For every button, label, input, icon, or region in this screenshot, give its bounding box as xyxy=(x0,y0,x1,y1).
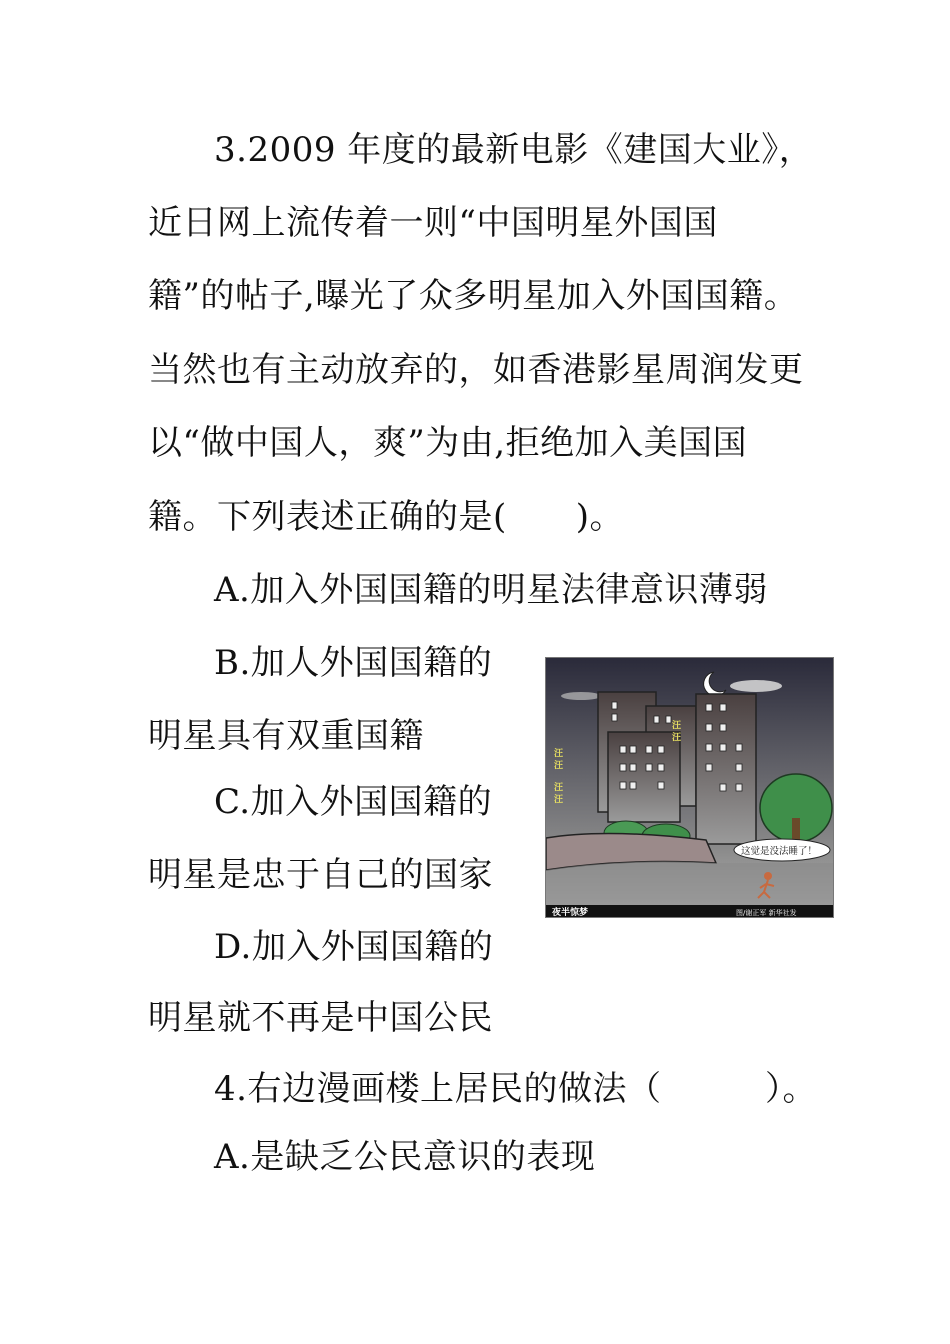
q3-option-b-line-1: B.加人外国国籍的 xyxy=(214,643,493,683)
bark-label: 汪 xyxy=(554,761,564,771)
bark-label: 汪 xyxy=(554,783,564,793)
bark-label: 汪 xyxy=(672,721,682,731)
q3-stem-line-2: 近日网上流传着一则“中国明星外国国 xyxy=(148,203,718,243)
bark-label: 汪 xyxy=(554,795,564,805)
q3-stem-line-3: 籍”的帖子,曝光了众多明星加入外国国籍。 xyxy=(148,276,799,316)
speech-text: 这觉是没法睡了！ xyxy=(741,846,818,857)
q3-option-c-line-2: 明星是忠于自己的国家 xyxy=(148,855,493,895)
q3-stem-line-6: 籍。下列表述正确的是( )。 xyxy=(148,497,625,537)
q3-option-b-line-2: 明星具有双重国籍 xyxy=(148,716,424,756)
q3-option-d-line-1: D.加入外国国籍的 xyxy=(214,927,494,967)
q3-option-c-line-1: C.加入外国国籍的 xyxy=(214,782,493,822)
bark-label: 汪 xyxy=(554,749,564,759)
q3-stem-line-1: 3.2009 年度的最新电影《建国大业》， xyxy=(214,130,814,170)
cartoon-title: 夜半惊梦 xyxy=(552,908,589,917)
cartoon-image xyxy=(545,657,834,918)
cartoon-credit: 图/谢正军 新华社发 xyxy=(736,909,797,917)
q3-option-a: A.加入外国国籍的明星法律意识薄弱 xyxy=(214,570,768,610)
q4-stem: 4.右边漫画楼上居民的做法（ ）。 xyxy=(214,1069,817,1109)
q4-option-a: A.是缺乏公民意识的表现 xyxy=(214,1137,596,1177)
q3-stem-line-5: 以“做中国人，爽”为由,拒绝加入美国国 xyxy=(148,423,748,463)
q3-option-d-line-2: 明星就不再是中国公民 xyxy=(148,998,493,1038)
bark-label: 汪 xyxy=(672,733,682,743)
q3-stem-line-4: 当然也有主动放弃的，如香港影星周润发更 xyxy=(148,350,804,390)
